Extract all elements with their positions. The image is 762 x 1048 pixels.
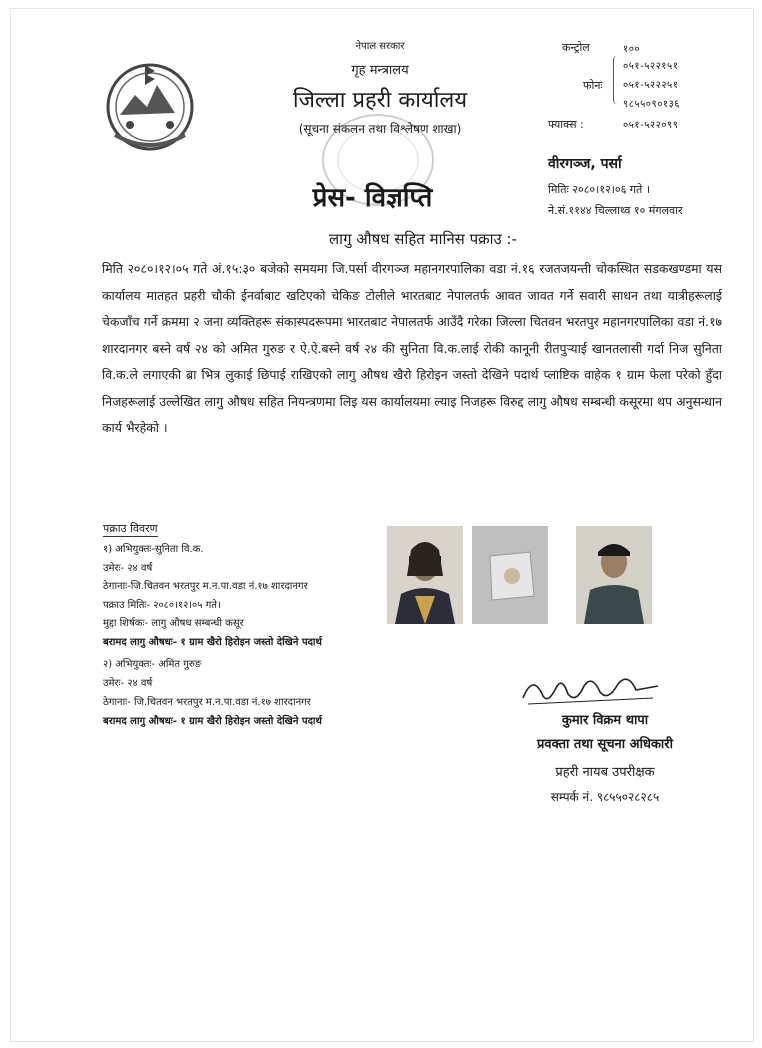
government-label: नेपाल सरकार (355, 41, 405, 52)
detail-line: ठेगानाः- जि.चितवन भरतपुर म.न.पा.वडा नं.१७ शारदानगर (103, 697, 311, 708)
nepal-emblem-icon (95, 55, 205, 155)
press-release-title: प्रेस- विज्ञप्ति (312, 183, 433, 213)
suspect-photo-2 (576, 526, 652, 624)
fax-label: फ्याक्स : (548, 118, 584, 131)
phone-label: फोनः (583, 79, 603, 92)
detail-line: १) अभियुक्तः-सुनिता वि.क. (103, 544, 204, 555)
detail-line: मुद्दा शिर्षकः- लागु औषध सम्बन्धी कसूर (103, 618, 244, 629)
ministry-label: गृह मन्त्रालय (351, 63, 409, 78)
detail-line: ठेगानाः-जि.चितवन भरतपुर म.न.पा.वडा नं.१७ शारदानगर (103, 581, 308, 592)
section-label: (सूचना संकलन तथा विश्लेषण शाखा) (298, 122, 462, 136)
phone-1: ०५१-५२२१५१ (623, 61, 679, 72)
signature-icon (518, 668, 668, 710)
date-line-2: ने.सं.११४४ चिल्लाथ्व १० मंगलवार (548, 204, 683, 217)
phone-brace (613, 56, 620, 104)
evidence-photo (472, 526, 548, 624)
signatory-phone: सम्पर्क नं. ९८५५०२८२८५ (550, 790, 660, 804)
fax-value: ०५१-५२२०९९ (623, 120, 679, 131)
signatory-name: कुमार विक्रम थापा (561, 713, 649, 728)
control-value: १०० (623, 44, 641, 55)
phone-3: ९८५५०९०१३६ (623, 99, 680, 110)
signatory-title: प्रवक्ता तथा सूचना अधिकारी (537, 737, 673, 752)
phone-2: ०५१-५२२२५१ (623, 80, 679, 91)
detail-line: बरामद लागु औषधः- १ ग्राम खैरो हिरोइन जस्तो देखिने पदार्थ (103, 716, 322, 727)
control-label: कन्ट्रोल (562, 41, 590, 54)
place-label: वीरगञ्ज, पर्सा (548, 156, 622, 172)
date-line-1: मितिः २०८०।१२।०६ गते । (548, 183, 650, 196)
office-title: जिल्ला प्रहरी कार्यालय (292, 88, 468, 113)
subject-heading: लागु औषध सहित मानिस पक्राउ :- (329, 230, 517, 248)
detail-line: पक्राउ मितिः- २०८०।१२।०५ गते। (103, 600, 221, 611)
detail-line: उमेरः- २४ वर्ष (103, 563, 153, 574)
body-paragraph: मिति २०८०।१२।०५ गते अं.१५:३० बजेको समयमा जि.पर्सा वीरगञ्ज महानगरपालिका वडा नं.१६ रजतजयन्ती चोकस्थित सडकखण्डमा यस कार्यालय मातहत प्रहरी चौकी ईनर्वाबाट खटिएको चेकिङ टोलीले भारतबाट नेपालतर्फ आवत जावत गर्ने सवारी साधन तथा यात्रीहरूलाई चेकजाँच गर्ने क्रममा २ जना व्यक्तिहरू संकास्पदरूपमा भारतबाट नेपालतर्फ आउँदै गरेका जिल्ला चितवन भरतपुर महानगरपालिका वडा नं.१७ शारदानगर बस्ने वर्ष २४ को अमित गुरुङ र ऐ.ऐ.बस्ने वर्ष २४ की सुनिता वि.क.लाई रोकी कानूनी रीतपुऱ्याई खानतलासी गर्दा निज सुनिता वि.क.ले लगाएकी ब्रा भित्र लुकाई छिपाई राखिएको लागु औषध खैरो हिरोइन जस्तो देखिने पदार्थ प्लाष्टिक वाहेक १ ग्राम फेला परेको हुँदा निजहरूलाई उल्लेखित लागु औषध सहित नियन्त्रणमा लिइ यस कार्यालयमा ल्याइ निजहरू विरुद्द लागु औषध सम्बन्धी कसूरमा थप अनुसन्धान कार्य भैरहेको । (102, 261, 722, 435)
signatory-rank: प्रहरी नायब उपरीक्षक (555, 765, 655, 780)
detail-line: बरामद लागु औषधः- १ ग्राम खैरो हिरोइन जस्तो देखिने पदार्थ (103, 637, 322, 648)
details-title: पक्राउ विवरण (103, 522, 158, 535)
suspect-photo-1 (387, 526, 463, 624)
detail-line: उमेरः- २४ वर्ष (103, 678, 153, 689)
detail-line: २) अभियुक्तः- अमित गुरुङ (103, 659, 202, 670)
